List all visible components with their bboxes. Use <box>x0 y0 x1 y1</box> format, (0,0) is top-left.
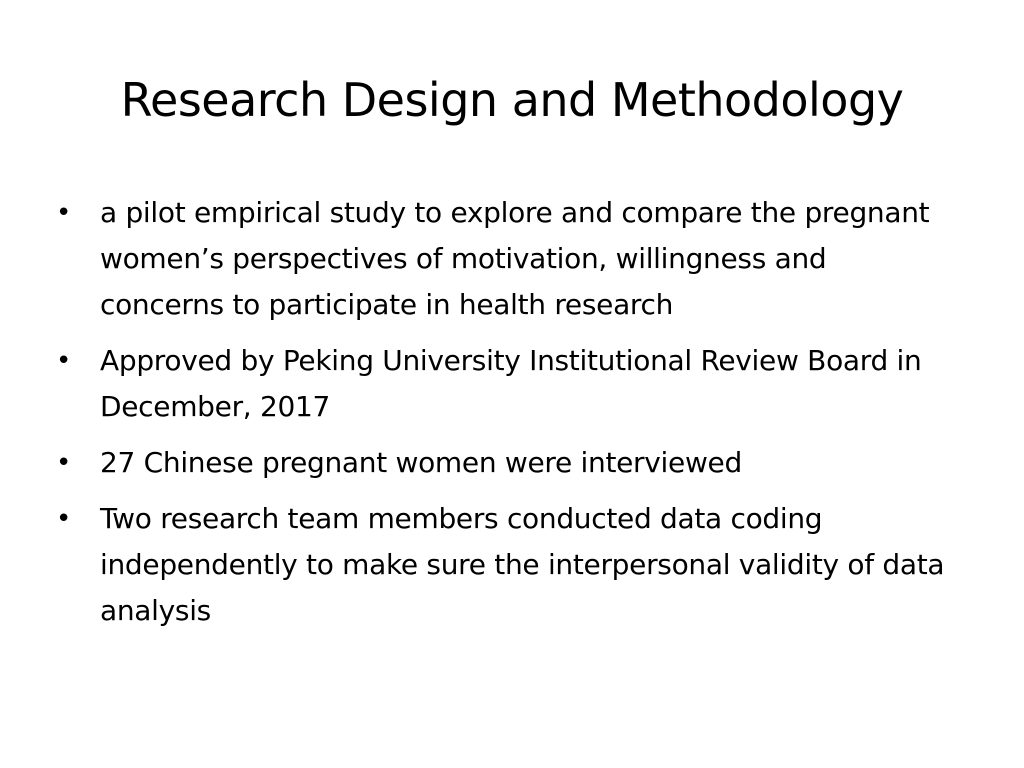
bullet-text: 27 Chinese pregnant women were interviewed <box>100 446 742 479</box>
bullet-item <box>56 190 956 328</box>
bullet-text: a pilot empirical study to explore and compare the pregnant women’s perspectives of motivation, willingness and concerns to participate in health research <box>100 196 930 321</box>
bullet-dot-icon: • <box>56 198 72 228</box>
bullet-list <box>56 190 956 644</box>
slide-title: Research Design and Methodology <box>120 73 904 127</box>
bullet-text: Approved by Peking University Institutional Review Board in December, 2017 <box>100 344 922 423</box>
bullet-item <box>56 338 956 430</box>
bullet-dot-icon: • <box>56 448 72 478</box>
bullet-item <box>56 496 956 634</box>
bullet-dot-icon: • <box>56 346 72 376</box>
bullet-text: Two research team members conducted data coding independently to make sure the interpersonal validity of data analysis <box>100 502 945 627</box>
bullet-dot-icon: • <box>56 504 72 534</box>
bullet-item <box>56 440 956 486</box>
